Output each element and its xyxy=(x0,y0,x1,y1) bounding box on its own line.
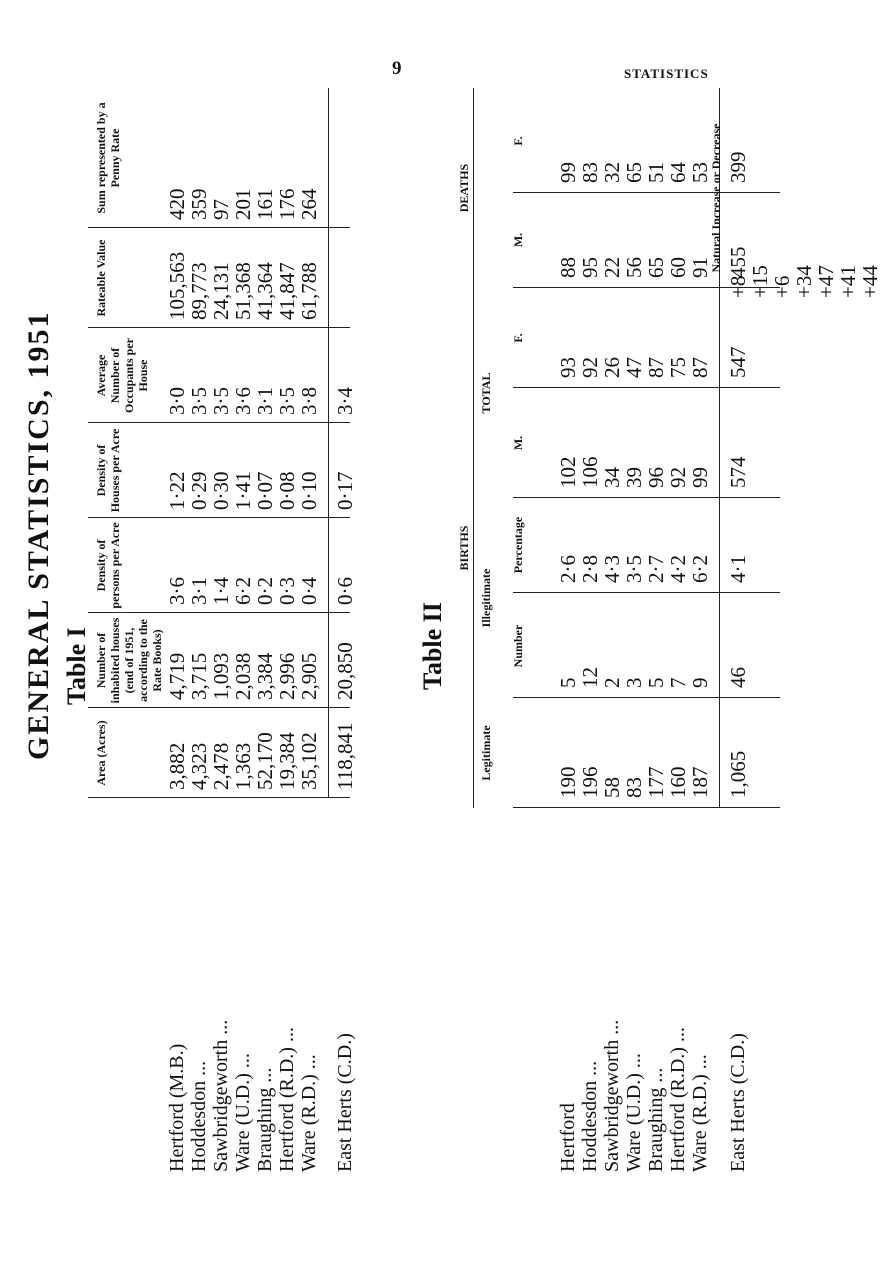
cell-tot_m: 106 xyxy=(578,456,602,488)
total-separator xyxy=(328,423,329,518)
cell-area: 19,384 xyxy=(275,732,299,790)
header-occupants: Average Number of Occupants per House xyxy=(94,338,150,413)
cell-natural: +6 xyxy=(770,275,794,298)
header-natural: Natural Increase or Decrease xyxy=(709,123,723,273)
header-legitimate: Legitimate xyxy=(479,725,493,781)
cell-houses: 4,719 xyxy=(165,652,189,700)
cell-legit: 177 xyxy=(644,766,668,798)
cell-d_m: 65 xyxy=(644,257,668,278)
column-divider xyxy=(88,327,350,328)
cell-natural: +15 xyxy=(748,265,772,298)
table-row-district: Ware (U.D.) ... xyxy=(232,1053,254,1172)
cell-density_houses: 1·22 xyxy=(165,471,189,510)
cell-penny_rate: 161 xyxy=(253,188,277,220)
cell-tot_m: 92 xyxy=(666,467,690,488)
cell-houses: 2,905 xyxy=(297,652,321,700)
total-separator xyxy=(328,88,329,228)
total-tot_m: 574 xyxy=(726,456,750,488)
cell-d_f: 83 xyxy=(578,162,602,183)
total-ill_num: 46 xyxy=(726,667,750,688)
cell-legit: 190 xyxy=(556,766,580,798)
cell-density_houses: 0·10 xyxy=(297,471,321,510)
cell-occupants: 3·8 xyxy=(297,387,321,415)
total-legit: 1,065 xyxy=(726,750,750,798)
cell-tot_m: 96 xyxy=(644,467,668,488)
cell-area: 3,882 xyxy=(165,742,189,790)
table2-title: Table II xyxy=(418,602,447,690)
cell-houses: 2,996 xyxy=(275,652,299,700)
table-row-district: Ware (R.D.) ... xyxy=(689,1054,711,1172)
cell-ill_pct: 2·8 xyxy=(578,555,602,583)
cell-penny_rate: 359 xyxy=(187,188,211,220)
table-row-district: Hoddesdon ... xyxy=(188,1060,210,1172)
table-row-district: Hoddesdon ... xyxy=(579,1060,601,1172)
cell-density_houses: 0·08 xyxy=(275,471,299,510)
cell-density_houses: 0·30 xyxy=(209,471,233,510)
cell-tot_m: 102 xyxy=(556,456,580,488)
natural-increase-column xyxy=(705,88,882,1178)
table-row-district: Hertford (R.D.) ... xyxy=(276,1027,298,1172)
cell-houses: 3,715 xyxy=(187,652,211,700)
cell-d_f: 64 xyxy=(666,162,690,183)
header-penny_rate: Sum represented by a Penny Rate xyxy=(94,102,122,214)
cell-density_persons: 3·6 xyxy=(165,577,189,605)
cell-ill_num: 5 xyxy=(644,677,668,688)
header-rateable: Rateable Value xyxy=(94,239,108,317)
cell-area: 35,102 xyxy=(297,732,321,790)
cell-ill_pct: 4·2 xyxy=(666,555,690,583)
total-density_persons: 0·6 xyxy=(333,577,357,605)
header-total: TOTAL xyxy=(479,372,493,414)
cell-density_persons: 6·2 xyxy=(231,577,255,605)
header-density_persons: Density of persons per Acre xyxy=(94,522,122,609)
cell-tot_m: 34 xyxy=(600,467,624,488)
cell-houses: 3,384 xyxy=(253,652,277,700)
cell-area: 52,170 xyxy=(253,732,277,790)
cell-occupants: 3·5 xyxy=(275,387,299,415)
cell-ill_pct: 4·3 xyxy=(600,555,624,583)
header-rule xyxy=(473,88,474,808)
cell-d_f: 51 xyxy=(644,162,668,183)
cell-d_m: 56 xyxy=(622,257,646,278)
cell-tot_f: 87 xyxy=(688,357,712,378)
cell-legit: 187 xyxy=(688,766,712,798)
cell-ill_num: 12 xyxy=(578,667,602,688)
cell-natural: +47 xyxy=(814,265,838,298)
total-density_houses: 0·17 xyxy=(333,471,357,510)
cell-tot_f: 87 xyxy=(644,357,668,378)
header-deaths-f: F. xyxy=(511,136,525,146)
cell-natural: +41 xyxy=(836,265,860,298)
header-area: Area (Acres) xyxy=(94,720,108,786)
cell-density_houses: 1·41 xyxy=(231,471,255,510)
column-divider xyxy=(88,612,350,613)
table-row-district: Ware (R.D.) ... xyxy=(298,1054,320,1172)
header-deaths-m: M. xyxy=(511,232,525,248)
cell-tot_m: 39 xyxy=(622,467,646,488)
cell-ill_num: 5 xyxy=(556,677,580,688)
cell-density_persons: 0·2 xyxy=(253,577,277,605)
column-divider xyxy=(88,517,350,518)
total-occupants: 3·4 xyxy=(333,387,357,415)
cell-tot_f: 92 xyxy=(578,357,602,378)
cell-penny_rate: 264 xyxy=(297,188,321,220)
cell-d_f: 65 xyxy=(622,162,646,183)
cell-legit: 83 xyxy=(622,777,646,798)
running-head: STATISTICS xyxy=(624,66,709,81)
table-row-district: Ware (U.D.) ... xyxy=(623,1053,645,1172)
cell-ill_pct: 2·7 xyxy=(644,555,668,583)
table-row-district: Braughing ... xyxy=(254,1067,276,1172)
total-houses: 20,850 xyxy=(333,642,357,700)
total-row-district: East Herts (C.D.) xyxy=(334,1033,356,1172)
column-divider xyxy=(88,797,350,798)
table-row-district: Hertford xyxy=(557,1103,579,1172)
cell-penny_rate: 420 xyxy=(165,188,189,220)
cell-tot_f: 93 xyxy=(556,357,580,378)
table1-title: Table I xyxy=(62,627,91,705)
header-births: BIRTHS xyxy=(457,525,471,571)
cell-natural: +44 xyxy=(858,265,882,298)
cell-houses: 1,093 xyxy=(209,652,233,700)
cell-rateable: 41,364 xyxy=(253,262,277,320)
cell-ill_num: 9 xyxy=(688,677,712,688)
column-divider xyxy=(88,707,350,708)
total-d_f: 399 xyxy=(726,151,750,183)
cell-area: 2,478 xyxy=(209,742,233,790)
header-houses: Number of inhabited houses (end of 1951, according to the Rate Books) xyxy=(94,617,164,704)
cell-penny_rate: 176 xyxy=(275,188,299,220)
cell-ill_num: 7 xyxy=(666,677,690,688)
cell-rateable: 51,368 xyxy=(231,262,255,320)
total-separator xyxy=(328,518,329,613)
total-separator xyxy=(328,328,329,423)
cell-tot_f: 47 xyxy=(622,357,646,378)
cell-density_houses: 0·07 xyxy=(253,471,277,510)
cell-d_f: 99 xyxy=(556,162,580,183)
cell-occupants: 3·6 xyxy=(231,387,255,415)
cell-ill_num: 2 xyxy=(600,677,624,688)
cell-area: 1,363 xyxy=(231,742,255,790)
cell-d_f: 53 xyxy=(688,162,712,183)
cell-natural: +8 xyxy=(726,275,750,298)
table-1 xyxy=(88,88,357,1178)
cell-penny_rate: 97 xyxy=(209,199,233,220)
header-percentage: Percentage xyxy=(511,516,525,574)
cell-density_persons: 0·3 xyxy=(275,577,299,605)
table-row-district: Hertford (M.B.) xyxy=(166,1043,188,1172)
cell-tot_f: 26 xyxy=(600,357,624,378)
cell-density_persons: 1·4 xyxy=(209,577,233,605)
main-title: GENERAL STATISTICS, 1951 xyxy=(22,310,55,760)
cell-houses: 2,038 xyxy=(231,652,255,700)
cell-ill_pct: 6·2 xyxy=(688,555,712,583)
cell-density_persons: 3·1 xyxy=(187,577,211,605)
page-number: 9 xyxy=(392,58,402,79)
table-row-district: Hertford (R.D.) ... xyxy=(667,1027,689,1172)
header-density_houses: Density of Houses per Acre xyxy=(94,428,122,513)
cell-occupants: 3·0 xyxy=(165,387,189,415)
cell-density_houses: 0·29 xyxy=(187,471,211,510)
cell-rateable: 61,788 xyxy=(297,262,321,320)
cell-area: 4,323 xyxy=(187,742,211,790)
cell-rateable: 89,773 xyxy=(187,262,211,320)
cell-rateable: 41,847 xyxy=(275,262,299,320)
column-divider xyxy=(88,227,350,228)
table-row-district: Sawbridgeworth ... xyxy=(210,1019,232,1172)
total-row-district: East Herts (C.D.) xyxy=(727,1033,749,1172)
header-total-m: M. xyxy=(511,435,525,451)
cell-occupants: 3·1 xyxy=(253,387,277,415)
column-divider xyxy=(88,422,350,423)
table-row-district: Braughing ... xyxy=(645,1067,667,1172)
cell-occupants: 3·5 xyxy=(187,387,211,415)
cell-penny_rate: 201 xyxy=(231,188,255,220)
cell-ill_pct: 2·6 xyxy=(556,555,580,583)
cell-occupants: 3·5 xyxy=(209,387,233,415)
cell-d_m: 95 xyxy=(578,257,602,278)
cell-d_m: 91 xyxy=(688,257,712,278)
cell-density_persons: 0·4 xyxy=(297,577,321,605)
total-area: 118,841 xyxy=(333,722,357,790)
cell-legit: 196 xyxy=(578,766,602,798)
cell-d_m: 60 xyxy=(666,257,690,278)
header-illegitimate: Illegitimate xyxy=(479,568,493,628)
cell-d_f: 32 xyxy=(600,162,624,183)
cell-rateable: 105,563 xyxy=(165,251,189,320)
header-total-f: F. xyxy=(511,333,525,343)
cell-d_m: 88 xyxy=(556,257,580,278)
cell-ill_pct: 3·5 xyxy=(622,555,646,583)
cell-d_m: 22 xyxy=(600,257,624,278)
total-d_m: 455 xyxy=(726,246,750,278)
total-tot_f: 547 xyxy=(726,346,750,378)
total-separator xyxy=(328,613,329,708)
table-row-district: Sawbridgeworth ... xyxy=(601,1019,623,1172)
cell-rateable: 24,131 xyxy=(209,262,233,320)
header-deaths: DEATHS xyxy=(457,163,471,213)
total-separator xyxy=(328,708,329,798)
total-ill_pct: 4·1 xyxy=(726,555,750,583)
cell-ill_num: 3 xyxy=(622,677,646,688)
cell-legit: 58 xyxy=(600,777,624,798)
cell-natural: +34 xyxy=(792,265,816,298)
cell-tot_f: 75 xyxy=(666,357,690,378)
total-separator xyxy=(328,228,329,328)
cell-tot_m: 99 xyxy=(688,467,712,488)
header-number: Number xyxy=(511,624,525,668)
cell-legit: 160 xyxy=(666,766,690,798)
